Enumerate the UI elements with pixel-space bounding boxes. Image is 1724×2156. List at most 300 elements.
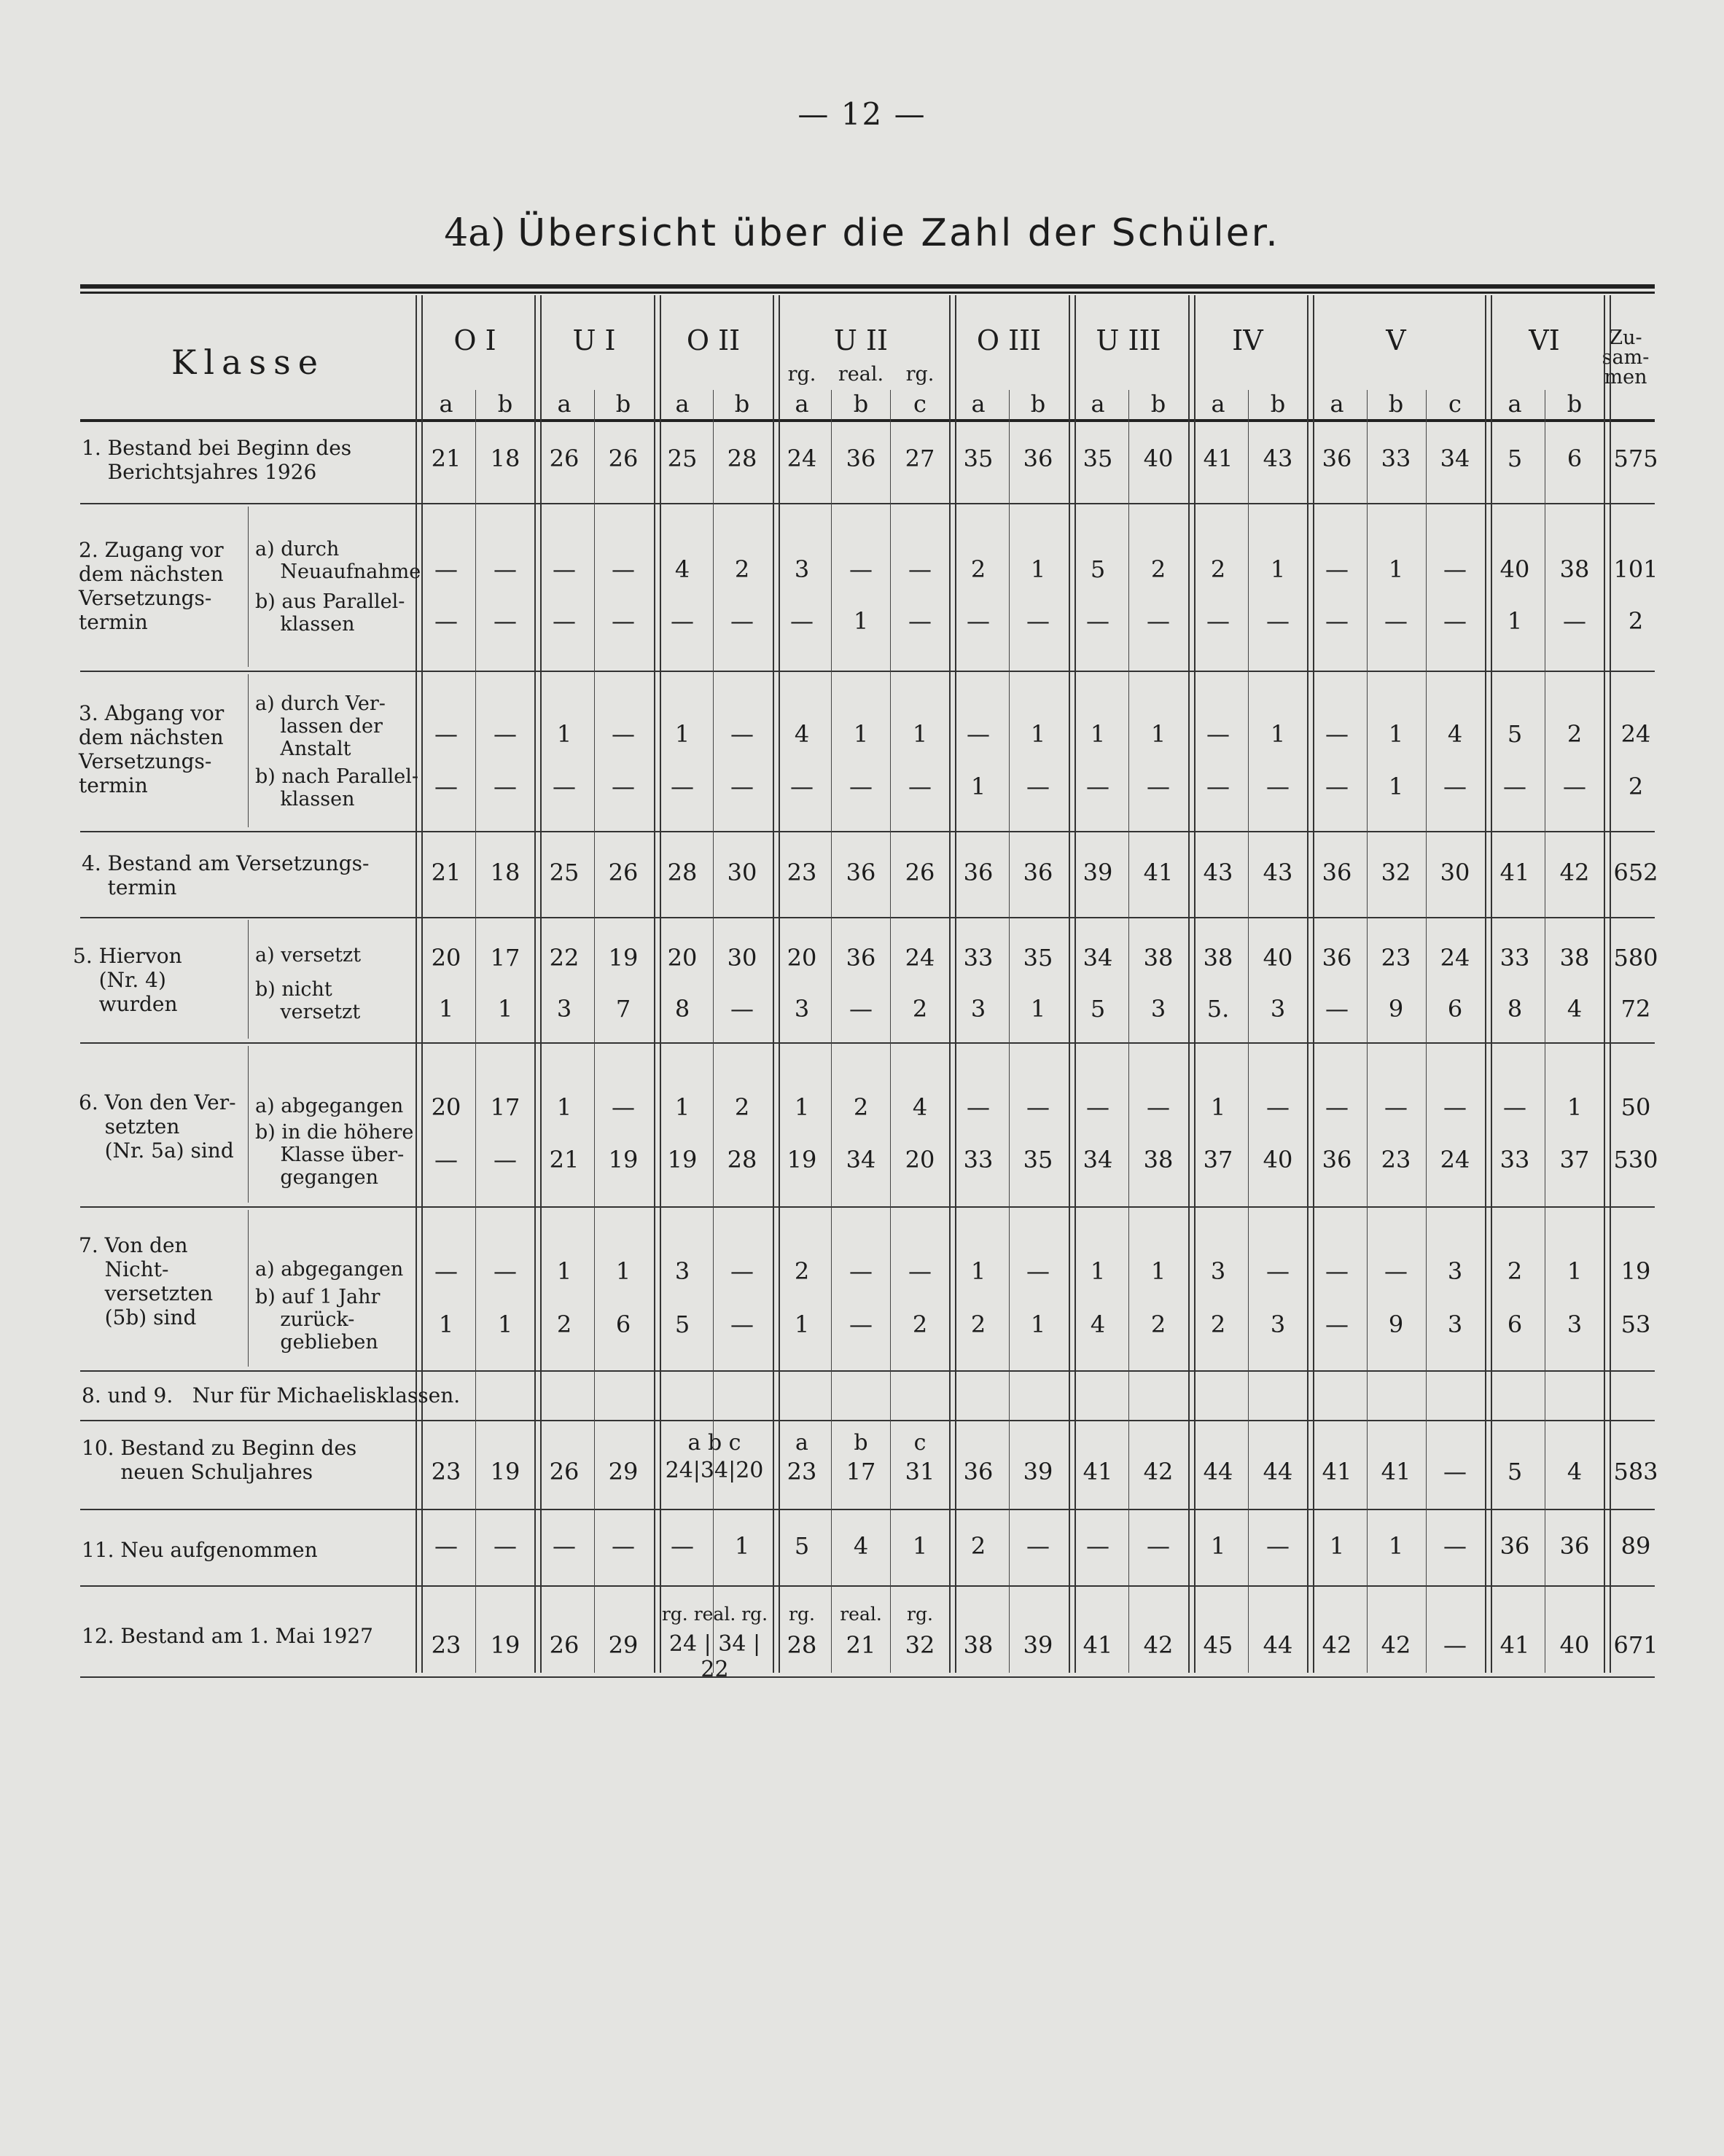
- row-11-cell: 1: [912, 1532, 928, 1560]
- row-10-uii-letter: c: [913, 1430, 927, 1456]
- row-6a-cell: —: [1503, 1093, 1526, 1121]
- row-10-cell: 31: [905, 1458, 935, 1485]
- row-6a-cell: 1: [794, 1093, 810, 1121]
- row-10-cell: 583: [1613, 1458, 1658, 1485]
- row-11-cell: —: [434, 1532, 458, 1560]
- row-6a-cell: 1: [556, 1093, 572, 1121]
- row-12-cell: 45: [1203, 1631, 1233, 1659]
- row-5-label: 5. Hiervon (Nr. 4) wurden: [73, 944, 182, 1016]
- row-5a-cell: 36: [1322, 944, 1352, 972]
- row-7b-cell: 2: [556, 1311, 572, 1338]
- row-6a-cell: —: [1147, 1093, 1170, 1121]
- row-6a-cell: 17: [490, 1093, 520, 1121]
- row-7b-cell: —: [1325, 1311, 1349, 1338]
- row-6a-cell: —: [1325, 1093, 1349, 1121]
- row-2a-cell: 38: [1559, 555, 1590, 583]
- row-3b-cell: —: [1206, 773, 1230, 800]
- row-11-cell: 1: [1388, 1532, 1404, 1560]
- group-header: O II: [686, 324, 741, 356]
- row-2a-cell: —: [908, 555, 932, 583]
- row-5a-cell: 19: [608, 944, 639, 972]
- row-3a-cell: 4: [1447, 720, 1463, 748]
- row-7a-cell: —: [1325, 1257, 1349, 1285]
- row-5b-cell: 1: [1030, 995, 1046, 1023]
- row-5b-cell: 8: [1507, 995, 1523, 1023]
- row-7a-cell: —: [908, 1257, 932, 1285]
- row-5b-cell: 5: [1090, 995, 1106, 1023]
- row-6a-cell: 1: [1210, 1093, 1226, 1121]
- row-5b-cell: 3: [794, 995, 810, 1023]
- row-2a-cell: 4: [674, 555, 690, 583]
- row-7b-cell: 1: [438, 1311, 454, 1338]
- row-11-cell: —: [1026, 1532, 1050, 1560]
- row-6b-cell: 28: [727, 1146, 757, 1173]
- subcolumn-label: b: [853, 390, 869, 418]
- row-5b-cell: —: [1325, 995, 1349, 1023]
- row-6b-cell: 34: [1083, 1146, 1113, 1173]
- row-10-uii-letter: b: [854, 1430, 868, 1456]
- row-12-cell: 26: [549, 1631, 580, 1659]
- row-7a-cell: 1: [1567, 1257, 1583, 1285]
- row-6b-cell: 21: [549, 1146, 580, 1173]
- row-11-cell: —: [612, 1532, 635, 1560]
- group-header: O III: [976, 324, 1042, 356]
- row-7b-cell: 1: [794, 1311, 810, 1338]
- row-11-cell: —: [1147, 1532, 1170, 1560]
- row-2b-cell: —: [967, 607, 990, 635]
- row-2a-cell: 101: [1613, 555, 1658, 583]
- row-4-cell: 42: [1559, 859, 1590, 886]
- row-1-cell: 26: [608, 445, 639, 472]
- row-12-cell: 40: [1559, 1631, 1590, 1659]
- row-7a-cell: 2: [1507, 1257, 1523, 1285]
- group-header: IV: [1232, 324, 1263, 356]
- row-3a-cell: 4: [794, 720, 810, 748]
- row-3b-cell: —: [671, 773, 694, 800]
- row-2a-cell: —: [612, 555, 635, 583]
- row-6b-cell: 37: [1203, 1146, 1233, 1173]
- row-6b-cell: 19: [667, 1146, 698, 1173]
- row-3b-cell: —: [612, 773, 635, 800]
- row-12-cell: 41: [1083, 1631, 1113, 1659]
- row-3b-cell: 2: [1628, 773, 1644, 800]
- row-5a-cell: 24: [1440, 944, 1470, 972]
- row-5a-cell: 20: [667, 944, 698, 972]
- row-6b-cell: 38: [1143, 1146, 1174, 1173]
- row-6a-cell: —: [1384, 1093, 1408, 1121]
- row-11-cell: —: [1266, 1532, 1290, 1560]
- row-7b-cell: 4: [1090, 1311, 1106, 1338]
- row-2a-cell: —: [1443, 555, 1467, 583]
- row-3a-cell: —: [967, 720, 990, 748]
- row-5-sub-b: b) nicht versetzt: [255, 978, 361, 1023]
- row-4-cell: 18: [490, 859, 520, 886]
- row-7a-cell: 3: [674, 1257, 690, 1285]
- row-7b-cell: 1: [1030, 1311, 1046, 1338]
- row-10-cell: 23: [787, 1458, 817, 1485]
- row-divider: [80, 1370, 1655, 1372]
- row-12-cell: 29: [608, 1631, 639, 1659]
- row-6b-cell: 36: [1322, 1146, 1352, 1173]
- row-4-cell: 43: [1263, 859, 1293, 886]
- row-6a-cell: —: [1086, 1093, 1109, 1121]
- row-12-cell: 42: [1143, 1631, 1174, 1659]
- row-2a-cell: 2: [970, 555, 986, 583]
- row-2a-cell: —: [553, 555, 576, 583]
- row-7b-cell: 3: [1447, 1311, 1463, 1338]
- row-12-label: 12. Bestand am 1. Mai 1927: [82, 1624, 373, 1648]
- row-4-cell: 23: [787, 859, 817, 886]
- row-11-cell: 89: [1620, 1532, 1651, 1560]
- row-5b-cell: 5.: [1206, 995, 1230, 1023]
- row-4-cell: 36: [846, 859, 876, 886]
- row-2b-cell: —: [612, 607, 635, 635]
- row-divider: [80, 1206, 1655, 1208]
- row-7b-cell: —: [730, 1311, 754, 1338]
- row-6b-cell: 35: [1023, 1146, 1053, 1173]
- row-5a-cell: 30: [727, 944, 757, 972]
- row-7a-cell: 1: [556, 1257, 572, 1285]
- label-divider: [248, 920, 249, 1039]
- row-1-cell: 33: [1381, 445, 1411, 472]
- row-divider: [80, 671, 1655, 672]
- row-7b-cell: —: [849, 1311, 873, 1338]
- subcolumn-label: a: [557, 390, 572, 418]
- row-12-cell: 39: [1023, 1631, 1053, 1659]
- row-2b-cell: —: [494, 607, 517, 635]
- row-1-cell: 18: [490, 445, 520, 472]
- row-6a-cell: 2: [853, 1093, 869, 1121]
- row-3a-cell: —: [612, 720, 635, 748]
- row-2b-cell: —: [1563, 607, 1586, 635]
- subcolumn-label: a: [675, 390, 690, 418]
- row-3b-cell: —: [1147, 773, 1170, 800]
- row-2b-cell: —: [1443, 607, 1467, 635]
- row-1-cell: 36: [846, 445, 876, 472]
- row-5b-cell: 9: [1388, 995, 1404, 1023]
- row-7a-cell: 1: [1090, 1257, 1106, 1285]
- row-12-oii-values: 24 | 34 | 22: [668, 1631, 761, 1682]
- row-7a-cell: 1: [970, 1257, 986, 1285]
- row-6a-cell: —: [967, 1093, 990, 1121]
- row-divider: [80, 503, 1655, 504]
- row-3b-cell: —: [553, 773, 576, 800]
- row-7a-cell: —: [1266, 1257, 1290, 1285]
- subcolumn-label: b: [1567, 390, 1583, 418]
- row-12-cell: 21: [846, 1631, 876, 1659]
- row-2b-cell: —: [908, 607, 932, 635]
- row-10-cell: 17: [846, 1458, 876, 1485]
- row-11-cell: —: [1443, 1532, 1467, 1560]
- row-4-cell: 36: [1023, 859, 1053, 886]
- row-10-cell: 26: [549, 1458, 580, 1485]
- row-divider: [80, 1509, 1655, 1510]
- row-7a-cell: —: [1384, 1257, 1408, 1285]
- row-7-sub-a: a) abgegangen: [255, 1258, 404, 1281]
- row-3a-cell: 1: [1030, 720, 1046, 748]
- title-main: Übersicht über die Zahl der Schüler.: [518, 211, 1280, 255]
- uii-type-label: rg.: [787, 363, 816, 386]
- row-12-cell: 44: [1263, 1631, 1293, 1659]
- row-3b-cell: —: [1266, 773, 1290, 800]
- row-3b-cell: —: [434, 773, 458, 800]
- row-5a-cell: 33: [963, 944, 994, 972]
- row-11-cell: 4: [853, 1532, 869, 1560]
- row-2a-cell: —: [434, 555, 458, 583]
- subcolumn-label: b: [1030, 390, 1046, 418]
- row-7b-cell: 5: [674, 1311, 690, 1338]
- row-2a-cell: 40: [1499, 555, 1530, 583]
- row-3a-cell: 2: [1567, 720, 1583, 748]
- row-10-cell: 29: [608, 1458, 639, 1485]
- row-11-cell: —: [671, 1532, 694, 1560]
- row-2b-cell: —: [790, 607, 814, 635]
- row-7b-cell: 6: [615, 1311, 631, 1338]
- row-2b-cell: —: [1086, 607, 1109, 635]
- row-5a-cell: 33: [1499, 944, 1530, 972]
- row-6a-cell: 1: [1567, 1093, 1583, 1121]
- row-divider: [80, 1676, 1655, 1678]
- row-11-cell: 2: [970, 1532, 986, 1560]
- row-1-cell: 24: [787, 445, 817, 472]
- row-1-cell: 26: [549, 445, 580, 472]
- row-12-cell: 28: [787, 1631, 817, 1659]
- row-4-cell: 32: [1381, 859, 1411, 886]
- row-1-cell: 40: [1143, 445, 1174, 472]
- row-5a-cell: 38: [1143, 944, 1174, 972]
- row-7a-cell: 3: [1210, 1257, 1226, 1285]
- row-3a-cell: —: [494, 720, 517, 748]
- row-divider: [80, 1420, 1655, 1421]
- row-2a-cell: —: [849, 555, 873, 583]
- row-10-cell: 44: [1203, 1458, 1233, 1485]
- row-3b-cell: —: [1086, 773, 1109, 800]
- row-divider: [80, 1585, 1655, 1587]
- row-6b-cell: —: [494, 1146, 517, 1173]
- subcolumn-label: a: [795, 390, 809, 418]
- row-7a-cell: 19: [1620, 1257, 1651, 1285]
- row-2-label: 2. Zugang vor dem nächsten Versetzungs- termin: [79, 538, 224, 634]
- row-12-uii-type: rg.: [907, 1604, 933, 1625]
- row-4-cell: 36: [963, 859, 994, 886]
- row-2b-cell: —: [1384, 607, 1408, 635]
- row-7b-cell: 2: [1210, 1311, 1226, 1338]
- row-4-cell: 30: [1440, 859, 1470, 886]
- row-5a-cell: 23: [1381, 944, 1411, 972]
- row-4-label: 4. Bestand am Versetzungs- termin: [82, 851, 370, 899]
- row-5b-cell: 3: [556, 995, 572, 1023]
- subcolumn-label: a: [1507, 390, 1522, 418]
- row-7-label: 7. Von den Nicht- versetzten (5b) sind: [79, 1233, 214, 1329]
- row-1-cell: 36: [1023, 445, 1053, 472]
- row-7a-cell: —: [494, 1257, 517, 1285]
- row-11-cell: 1: [1329, 1532, 1345, 1560]
- row-4-cell: 36: [1322, 859, 1352, 886]
- row-5b-cell: 3: [1150, 995, 1166, 1023]
- row-3b-cell: 1: [970, 773, 986, 800]
- row-11-cell: 5: [794, 1532, 810, 1560]
- row-5b-cell: —: [849, 995, 873, 1023]
- row-10-oii-values: 24|34|20: [665, 1458, 764, 1483]
- title-prefix: 4a): [444, 211, 506, 255]
- row-7b-cell: 9: [1388, 1311, 1404, 1338]
- row-1-cell: 5: [1507, 445, 1523, 472]
- row-3a-cell: 1: [1090, 720, 1106, 748]
- row-11-cell: —: [1086, 1532, 1109, 1560]
- row-2a-cell: 5: [1090, 555, 1106, 583]
- row-10-oii-letters: a b c: [687, 1430, 741, 1456]
- row-7b-cell: 2: [912, 1311, 928, 1338]
- row-5a-cell: 38: [1559, 944, 1590, 972]
- subcolumn-label: b: [1270, 390, 1286, 418]
- row-6-label: 6. Von den Ver- setzten (Nr. 5a) sind: [79, 1090, 236, 1163]
- row-10-cell: 41: [1322, 1458, 1352, 1485]
- row-2b-cell: —: [434, 607, 458, 635]
- row-7b-cell: 2: [970, 1311, 986, 1338]
- row-3a-cell: 24: [1620, 720, 1651, 748]
- row-3b-cell: —: [494, 773, 517, 800]
- row-3b-cell: —: [849, 773, 873, 800]
- row-6b-cell: 19: [608, 1146, 639, 1173]
- row-2b-cell: —: [730, 607, 754, 635]
- row-5b-cell: 4: [1567, 995, 1583, 1023]
- label-divider: [248, 1046, 249, 1203]
- row-2a-cell: 1: [1388, 555, 1404, 583]
- row-2b-cell: 1: [1507, 607, 1523, 635]
- row-5b-cell: 1: [438, 995, 454, 1023]
- row-12-cell: 23: [431, 1631, 461, 1659]
- row-3b-cell: —: [1325, 773, 1349, 800]
- row-2b-cell: —: [671, 607, 694, 635]
- row-4-cell: 43: [1203, 859, 1233, 886]
- row-6b-cell: 530: [1613, 1146, 1658, 1173]
- row-6b-cell: 20: [905, 1146, 935, 1173]
- group-header: U II: [833, 324, 889, 356]
- row-5a-cell: 580: [1613, 944, 1658, 972]
- row-10-cell: 41: [1083, 1458, 1113, 1485]
- row-6b-cell: 23: [1381, 1146, 1411, 1173]
- row-5a-cell: 17: [490, 944, 520, 972]
- row-3b-cell: —: [1026, 773, 1050, 800]
- row-7a-cell: —: [730, 1257, 754, 1285]
- top-rule-secondary: [80, 292, 1655, 294]
- row-3b-cell: —: [908, 773, 932, 800]
- row-1-cell: 27: [905, 445, 935, 472]
- row-5b-cell: 2: [912, 995, 928, 1023]
- row-3b-cell: —: [730, 773, 754, 800]
- row-3a-cell: 1: [1388, 720, 1404, 748]
- row-10-uii-letter: a: [795, 1430, 808, 1456]
- row-4-cell: 28: [667, 859, 698, 886]
- row-2a-cell: 1: [1030, 555, 1046, 583]
- row-6-sub-b: b) in die höhere Klasse über- gegangen: [255, 1121, 414, 1189]
- row-1-cell: 35: [963, 445, 994, 472]
- row-2a-cell: 3: [794, 555, 810, 583]
- row-12-oii-types: rg. real. rg.: [661, 1604, 768, 1625]
- row-6a-cell: 1: [674, 1093, 690, 1121]
- row-3a-cell: —: [434, 720, 458, 748]
- subcolumn-label: c: [1448, 390, 1462, 418]
- row-10-label: 10. Bestand zu Beginn des neuen Schuljahres: [82, 1436, 357, 1484]
- row-4-cell: 30: [727, 859, 757, 886]
- row-divider: [80, 831, 1655, 832]
- row-2a-cell: 2: [1210, 555, 1226, 583]
- row-3a-cell: 1: [556, 720, 572, 748]
- row-8-9-label: 8. und 9. Nur für Michaelisklassen.: [82, 1383, 461, 1407]
- row-12-cell: 32: [905, 1631, 935, 1659]
- row-11-cell: 36: [1559, 1532, 1590, 1560]
- top-rule: [80, 284, 1655, 289]
- row-5b-cell: 1: [497, 995, 513, 1023]
- row-7-sub-b: b) auf 1 Jahr zurück- geblieben: [255, 1286, 381, 1354]
- row-2a-cell: —: [1325, 555, 1349, 583]
- subcolumn-label: a: [1091, 390, 1105, 418]
- row-10-cell: 44: [1263, 1458, 1293, 1485]
- row-4-cell: 39: [1083, 859, 1113, 886]
- row-7b-cell: 2: [1150, 1311, 1166, 1338]
- row-4-cell: 26: [905, 859, 935, 886]
- row-11-cell: —: [553, 1532, 576, 1560]
- row-7b-cell: 6: [1507, 1311, 1523, 1338]
- page-number: — 12 —: [797, 96, 927, 132]
- row-7a-cell: —: [849, 1257, 873, 1285]
- row-2b-cell: —: [1026, 607, 1050, 635]
- row-5b-cell: 7: [615, 995, 631, 1023]
- row-6b-cell: —: [434, 1146, 458, 1173]
- row-6a-cell: —: [1266, 1093, 1290, 1121]
- row-3b-cell: —: [1503, 773, 1526, 800]
- row-4-cell: 652: [1613, 859, 1658, 886]
- row-7b-cell: 1: [497, 1311, 513, 1338]
- row-1-cell: 575: [1613, 445, 1658, 472]
- row-3a-cell: 5: [1507, 720, 1523, 748]
- row-2b-cell: —: [1325, 607, 1349, 635]
- row-2b-cell: —: [1266, 607, 1290, 635]
- row-5b-cell: 6: [1447, 995, 1463, 1023]
- group-header: U III: [1096, 324, 1161, 356]
- row-5a-cell: 22: [549, 944, 580, 972]
- row-3a-cell: 1: [674, 720, 690, 748]
- row-2a-cell: —: [494, 555, 517, 583]
- row-5b-cell: 3: [1270, 995, 1286, 1023]
- row-11-cell: 36: [1499, 1532, 1530, 1560]
- row-1-cell: 41: [1203, 445, 1233, 472]
- row-6b-cell: 24: [1440, 1146, 1470, 1173]
- subcolumn-label: b: [1150, 390, 1166, 418]
- row-10-cell: 5: [1507, 1458, 1523, 1485]
- group-header: VI: [1529, 324, 1560, 356]
- row-4-cell: 25: [549, 859, 580, 886]
- row-4-cell: 26: [608, 859, 639, 886]
- row-12-cell: 41: [1499, 1631, 1530, 1659]
- row-3a-cell: 1: [1150, 720, 1166, 748]
- row-2b-cell: —: [1206, 607, 1230, 635]
- column-divider: [1604, 295, 1605, 1673]
- row-1-cell: 28: [727, 445, 757, 472]
- zusammen-header: Zu- sam- men: [1602, 327, 1650, 388]
- row-12-cell: —: [1443, 1631, 1467, 1659]
- row-5a-cell: 20: [787, 944, 817, 972]
- row-6a-cell: —: [1443, 1093, 1467, 1121]
- row-7b-cell: 3: [1567, 1311, 1583, 1338]
- row-3b-cell: —: [1443, 773, 1467, 800]
- row-1-cell: 34: [1440, 445, 1470, 472]
- row-10-cell: 39: [1023, 1458, 1053, 1485]
- row-2a-cell: 1: [1270, 555, 1286, 583]
- row-7a-cell: 3: [1447, 1257, 1463, 1285]
- row-5b-cell: 8: [674, 995, 690, 1023]
- row-3a-cell: —: [1325, 720, 1349, 748]
